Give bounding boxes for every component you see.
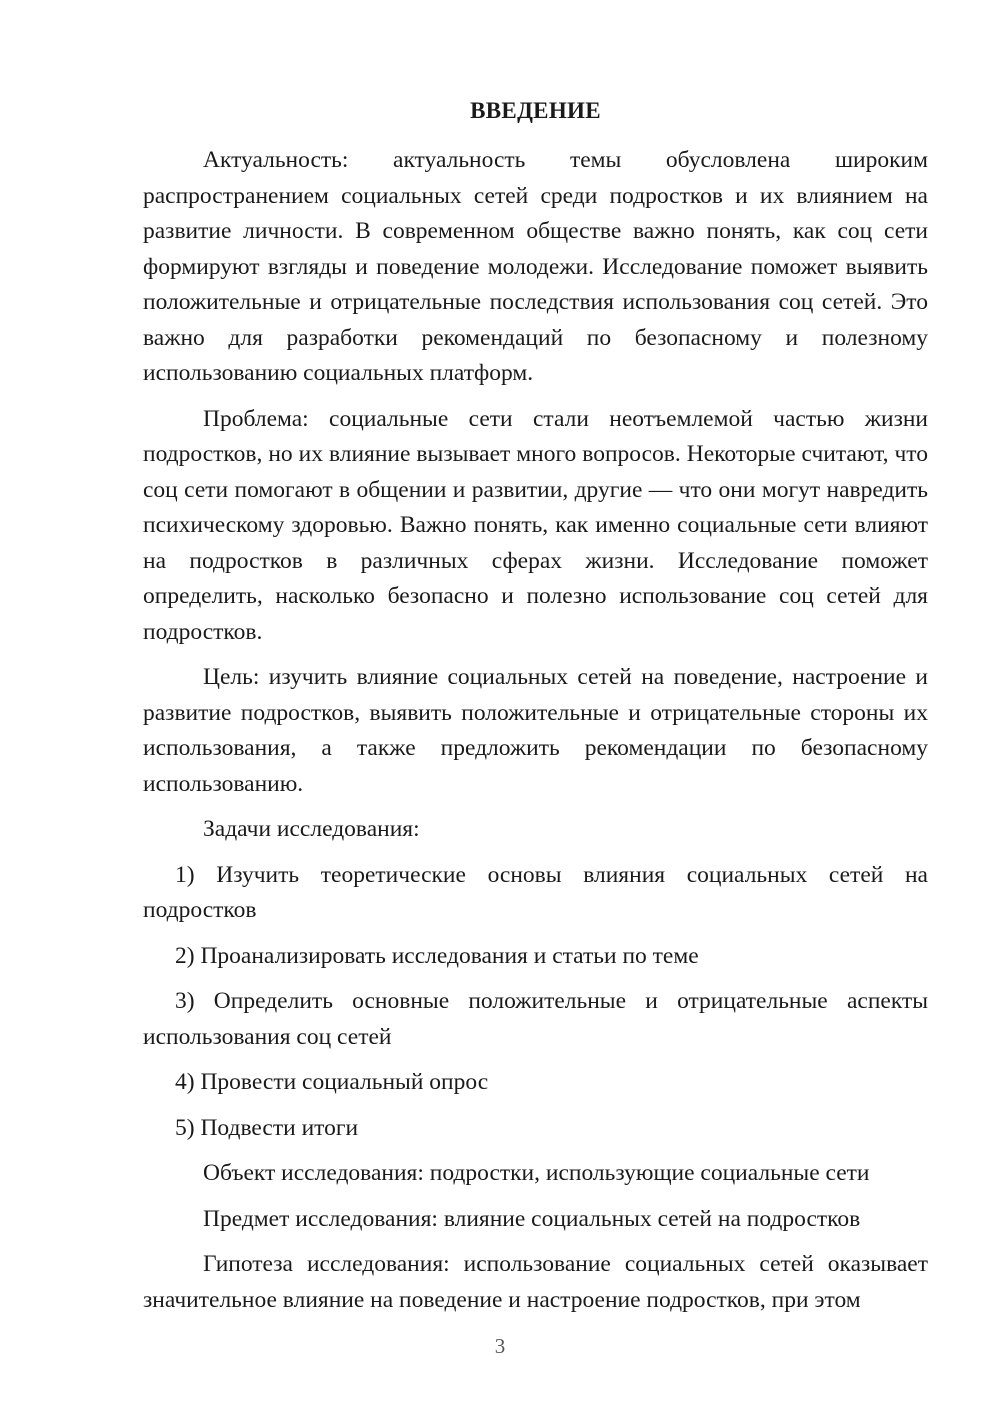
document-body	[143, 143, 928, 1328]
paragraph-subject: Предмет исследования: влияние социальных сетей на подростков	[203, 1205, 861, 1232]
task-item-2: 2) Проанализировать исследования и статьи по теме	[175, 942, 699, 969]
tasks-heading: Задачи исследования:	[203, 816, 420, 842]
page-number: 3	[494, 1334, 506, 1358]
paragraph-problem: Проблема: социальные сети стали неотъемлемой частью жизни подростков, но их влияние вызывает много вопросов. Некоторые считают, что соц сети помогают в общении и развитии, другие — что они могут навредить психическому здоровью. Важно понять, как именно социальные сети влияют на подростков в различных сферах жизни. Исследование поможет определить, насколько безопасно и полезно использование соц сетей для подростков.	[143, 405, 928, 645]
task-item-5: 5) Подвести итоги	[175, 1114, 359, 1141]
task-item-3: 3) Определить основные положительные и отрицательные аспекты использования соц сетей	[143, 988, 928, 1050]
paragraph-relevance: Актуальность: актуальность темы обусловлена широким распространением социальных сетей среди подростков и их влиянием на развитие личности. В современном обществе важно понять, как соц сети формируют взгляды и поведение молодежи. Исследование поможет выявить положительные и отрицательные последствия использования соц сетей. Это важно для разработки рекомендаций по безопасному и полезному использованию социальных платформ.	[143, 147, 928, 386]
task-item-4: 4) Провести социальный опрос	[175, 1069, 489, 1095]
paragraph-goal: Цель: изучить влияние социальных сетей на поведение, настроение и развитие подростков, выявить положительные и отрицательные стороны их использования, а также предложить рекомендации по безопасному использованию.	[143, 664, 928, 797]
page-title: ВВЕДЕНИЕ	[470, 98, 601, 123]
paragraph-object: Объект исследования: подростки, использующие социальные сети	[203, 1160, 870, 1186]
paragraph-hypothesis: Гипотеза исследования: использование социальных сетей оказывает значительное влияние на поведение и настроение подростков, при этом	[143, 1251, 928, 1313]
task-item-1: 1) Изучить теоретические основы влияния социальных сетей на подростков	[143, 861, 928, 923]
